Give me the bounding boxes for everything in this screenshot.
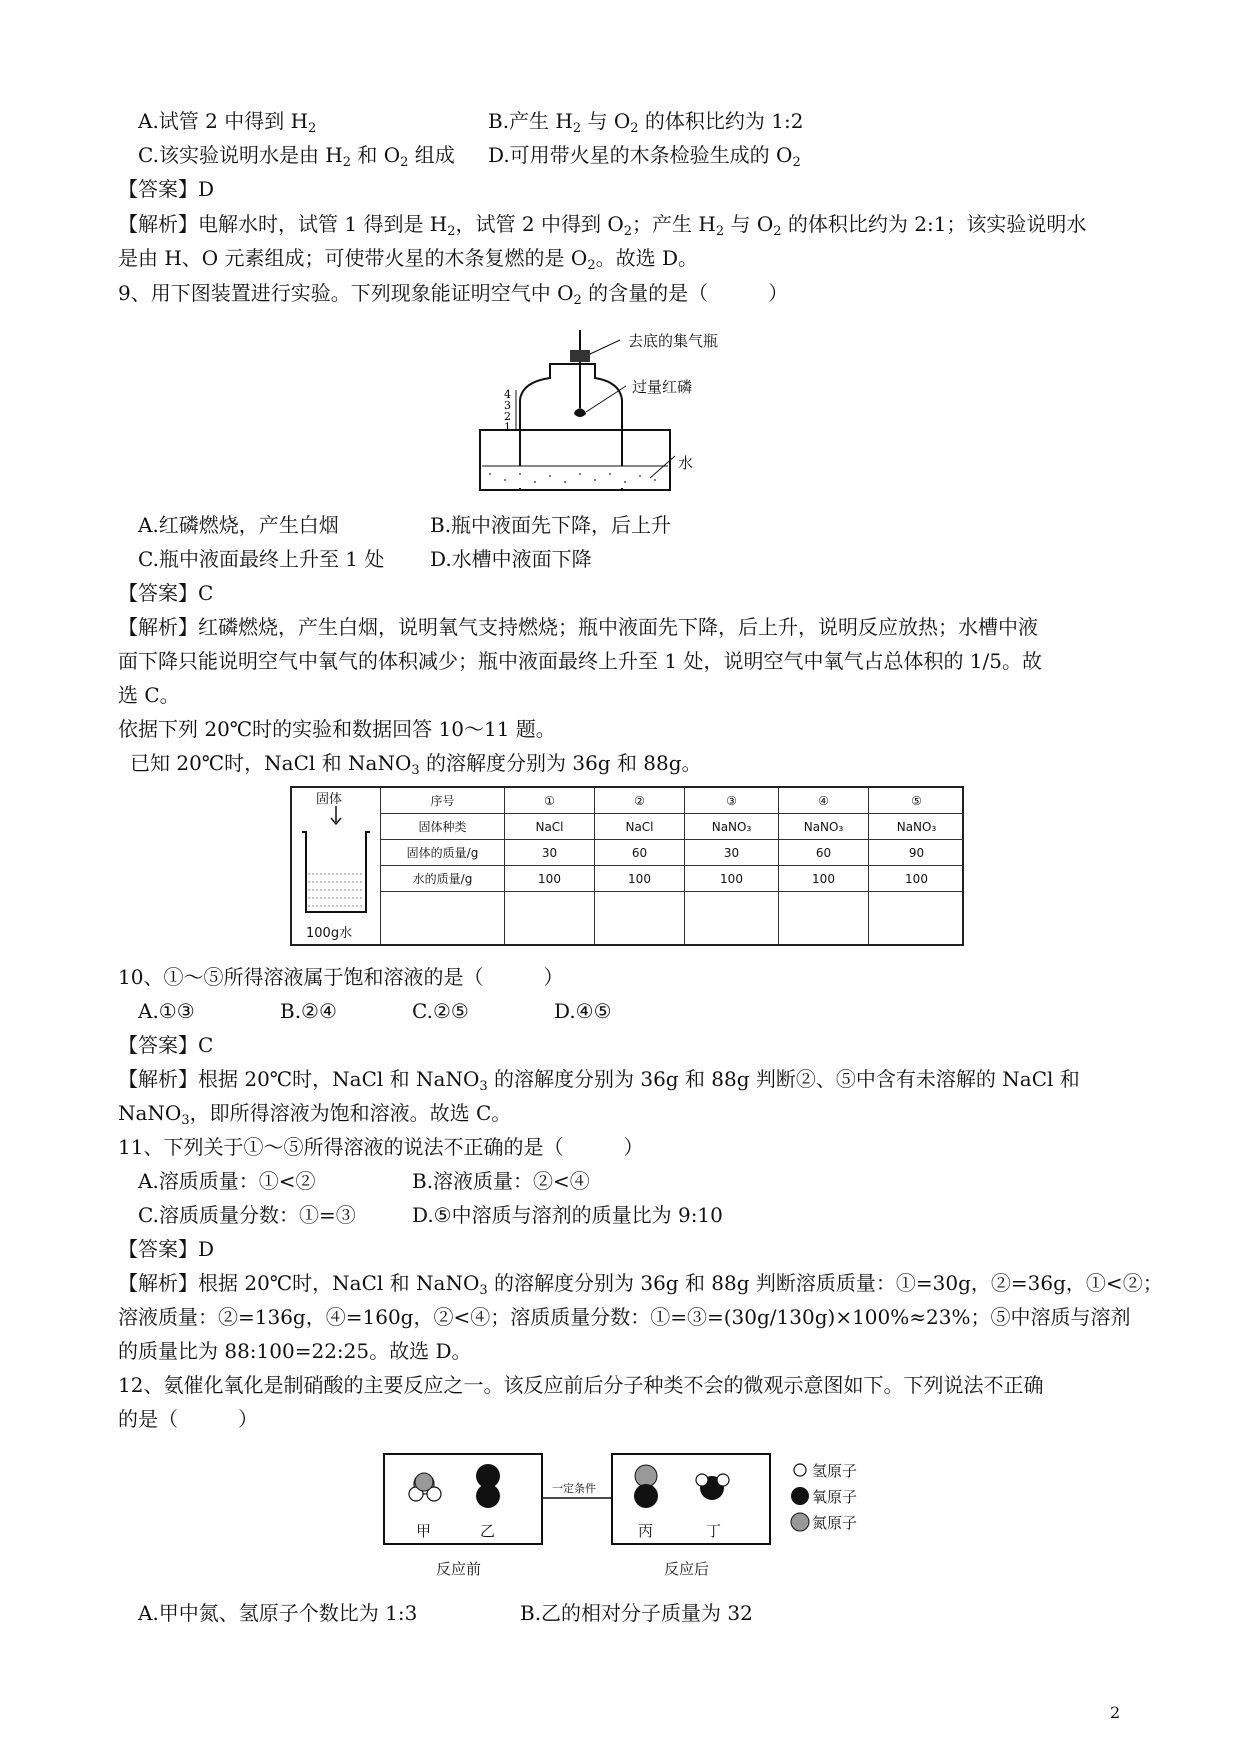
q9-option-d: D.水槽中液面下降 xyxy=(430,547,592,571)
q9-water xyxy=(482,466,668,488)
q12-stem-1: 12、氨催化氧化是制硝酸的主要反应之一。该反应前后分子种类不会的微观示意图如下。下列说法不正确 xyxy=(118,1373,1044,1397)
q9-option-b: B.瓶中液面先下降，后上升 xyxy=(430,513,672,537)
table-empty-cell xyxy=(868,892,964,944)
q9-stem: 9、用下图装置进行实验。下列现象能证明空气中 $O_2$ 的含量的是（ ） xyxy=(118,281,789,308)
q12-legend-hydrogen: 氢原子 xyxy=(812,1462,858,1480)
q9-scale-3: 3 xyxy=(504,399,511,412)
table-header-cell: ② xyxy=(594,788,684,814)
q11-answer: 【答案】D xyxy=(118,1237,215,1261)
q9-label-phosphorus: 过量红磷 xyxy=(632,378,693,396)
q9-label-water: 水 xyxy=(678,454,694,472)
legend-hydrogen-icon xyxy=(794,1464,806,1476)
page-number: 2 xyxy=(1110,1703,1121,1722)
table-header-cell: ⑤ xyxy=(868,788,964,814)
q9-explanation-1: 【解析】红磷燃烧，产生白烟，说明氧气支持燃烧；瓶中液面先下降，后上升，说明反应放热；水槽中液 xyxy=(118,615,1038,639)
q12-stem-2: 的是（ ） xyxy=(118,1407,258,1431)
q11-option-c: C.溶质质量分数：①=③ xyxy=(138,1203,356,1227)
table-solid-label: 固体 xyxy=(316,792,343,807)
legend-oxygen-icon xyxy=(791,1487,809,1505)
q9-scale-1: 1 xyxy=(504,421,511,434)
q9-option-c: C.瓶中液面最终上升至 1 处 xyxy=(138,547,385,571)
q11-option-a: A.溶质质量：①<② xyxy=(138,1169,316,1193)
q11-option-b: B.溶液质量：②<④ xyxy=(412,1169,590,1193)
table-cell: NaCl xyxy=(504,814,594,840)
q9-scale-4: 4 xyxy=(504,388,511,401)
q12-label-ding: 丁 xyxy=(706,1522,722,1540)
table-cell: 100 xyxy=(594,866,684,892)
table-empty-cell xyxy=(594,892,684,944)
q9-label-bottle: 去底的集气瓶 xyxy=(628,332,719,350)
q12-legend-nitrogen: 氮原子 xyxy=(812,1514,858,1532)
q12-label-after: 反应后 xyxy=(664,1560,710,1578)
table-header-cell: ④ xyxy=(778,788,868,814)
q12-label-bing: 丙 xyxy=(638,1522,654,1540)
q8-option-b: B.产生 $H_2$ 与 $O_2$ 的体积比约为 1:2 xyxy=(488,109,804,136)
q11-explanation-1: 【解析】根据 20℃时，NaCl 和 NaNO$_3$ 的溶解度分别为 36g 和 88g 判断溶质质量：①=30g，②=36g，①<②； xyxy=(118,1271,1163,1298)
table-cell: 水的质量/g xyxy=(380,866,504,892)
q10-answer: 【答案】C xyxy=(118,1033,214,1057)
q12-label-jia: 甲 xyxy=(416,1522,432,1540)
table-cell: 100 xyxy=(504,866,594,892)
table-cell: 30 xyxy=(504,840,594,866)
table-cell: NaNO₃ xyxy=(684,814,778,840)
q12-label-condition: 一定条件 xyxy=(552,1482,596,1495)
q8-option-c: C.该实验说明水是由 $H_2$ 和 $O_2$ 组成 xyxy=(138,143,455,170)
intro-line-1: 依据下列 20℃时的实验和数据回答 10～11 题。 xyxy=(118,717,556,741)
q12-label-yi: 乙 xyxy=(480,1522,496,1540)
q9-explanation-2: 面下降只能说明空气中氧气的体积减少；瓶中液面最终上升至 1 处，说明空气中氧气占总体积的 1/5。故 xyxy=(118,649,1042,673)
q9-scale-2: 2 xyxy=(504,410,511,423)
table-empty-cell xyxy=(504,892,594,944)
q9-stopper xyxy=(570,350,590,362)
table-cell: NaCl xyxy=(594,814,684,840)
q12-legend-oxygen: 氧原子 xyxy=(812,1488,858,1506)
q8-answer: 【答案】D xyxy=(118,177,215,201)
table-header-cell: 序号 xyxy=(380,788,504,814)
table-cell: 60 xyxy=(594,840,684,866)
table-empty-cell xyxy=(380,892,504,944)
q11-option-d: D.⑤中溶质与溶剂的质量比为 9:10 xyxy=(412,1203,723,1227)
table-cell: NaNO₃ xyxy=(778,814,868,840)
q10-explanation-2: NaNO$_3$，即所得溶液为饱和溶液。故选 C。 xyxy=(118,1101,512,1128)
table-header-cell: ③ xyxy=(684,788,778,814)
table-empty-cell xyxy=(778,892,868,944)
table-cell: 90 xyxy=(868,840,964,866)
intro-line-2: 已知 20℃时，NaCl 和 NaNO$_3$ 的溶解度分别为 36g 和 88g。 xyxy=(130,751,702,778)
table-cell: NaNO₃ xyxy=(868,814,964,840)
q10-option-a: A.①③ xyxy=(138,999,195,1023)
q11-explanation-2: 溶液质量：②=136g，④=160g，②<④；溶质质量分数：①=③=(30g/130g)×100%≈23%；⑤中溶质与溶剂 xyxy=(118,1305,1131,1329)
q9-explanation-3: 选 C。 xyxy=(118,683,180,707)
table-empty-cell xyxy=(684,892,778,944)
q10-explanation-1: 【解析】根据 20℃时，NaCl 和 NaNO$_3$ 的溶解度分别为 36g 和 88g 判断②、⑤中含有未溶解的 NaCl 和 xyxy=(118,1067,1080,1094)
experiment-table xyxy=(290,786,964,946)
table-cell: 30 xyxy=(684,840,778,866)
q12-box-before xyxy=(384,1454,542,1544)
q8-explanation-1: 【解析】电解水时，试管 1 得到是 $H_2$，试管 2 中得到 $O_2$；产生 $H_2$ 与 $O_2$ 的体积比约为 2:1；该实验说明水 xyxy=(118,212,1087,239)
table-cell: 100 xyxy=(684,866,778,892)
beaker-icon xyxy=(296,804,376,924)
table-water-label: 100g水 xyxy=(306,926,353,941)
table-cell: 固体的质量/g xyxy=(380,840,504,866)
q10-stem: 10、①～⑤所得溶液属于饱和溶液的是（ ） xyxy=(118,965,564,989)
q9-option-a: A.红磷燃烧，产生白烟 xyxy=(138,513,339,537)
table-cell: 100 xyxy=(868,866,964,892)
legend-nitrogen-icon xyxy=(791,1513,809,1531)
q8-option-a: A.试管 2 中得到 $H_2$ xyxy=(138,109,317,136)
table-cell: 100 xyxy=(778,866,868,892)
q9-answer: 【答案】C xyxy=(118,581,214,605)
q12-label-before: 反应前 xyxy=(436,1560,482,1578)
q8-explanation-2: 是由 H、O 元素组成；可使带火星的木条复燃的是 $O_2$。故选 D。 xyxy=(118,246,698,273)
table-grid xyxy=(380,788,962,944)
q12-option-a: A.甲中氮、氢原子个数比为 1:3 xyxy=(138,1601,418,1625)
table-header-cell: ① xyxy=(504,788,594,814)
q9-spoon xyxy=(574,408,586,417)
q10-option-c: C.②⑤ xyxy=(412,999,469,1023)
q11-stem: 11、下列关于①～⑤所得溶液的说法不正确的是（ ） xyxy=(118,1135,644,1159)
q10-option-b: B.②④ xyxy=(280,999,337,1023)
table-cell: 60 xyxy=(778,840,868,866)
table-cell: 固体种类 xyxy=(380,814,504,840)
q12-option-b: B.乙的相对分子质量为 32 xyxy=(520,1601,753,1625)
q11-explanation-3: 的质量比为 88:100=22:25。故选 D。 xyxy=(118,1339,472,1363)
q10-option-d: D.④⑤ xyxy=(554,999,612,1023)
q8-option-d: D.可用带火星的木条检验生成的 $O_2$ xyxy=(488,143,801,170)
